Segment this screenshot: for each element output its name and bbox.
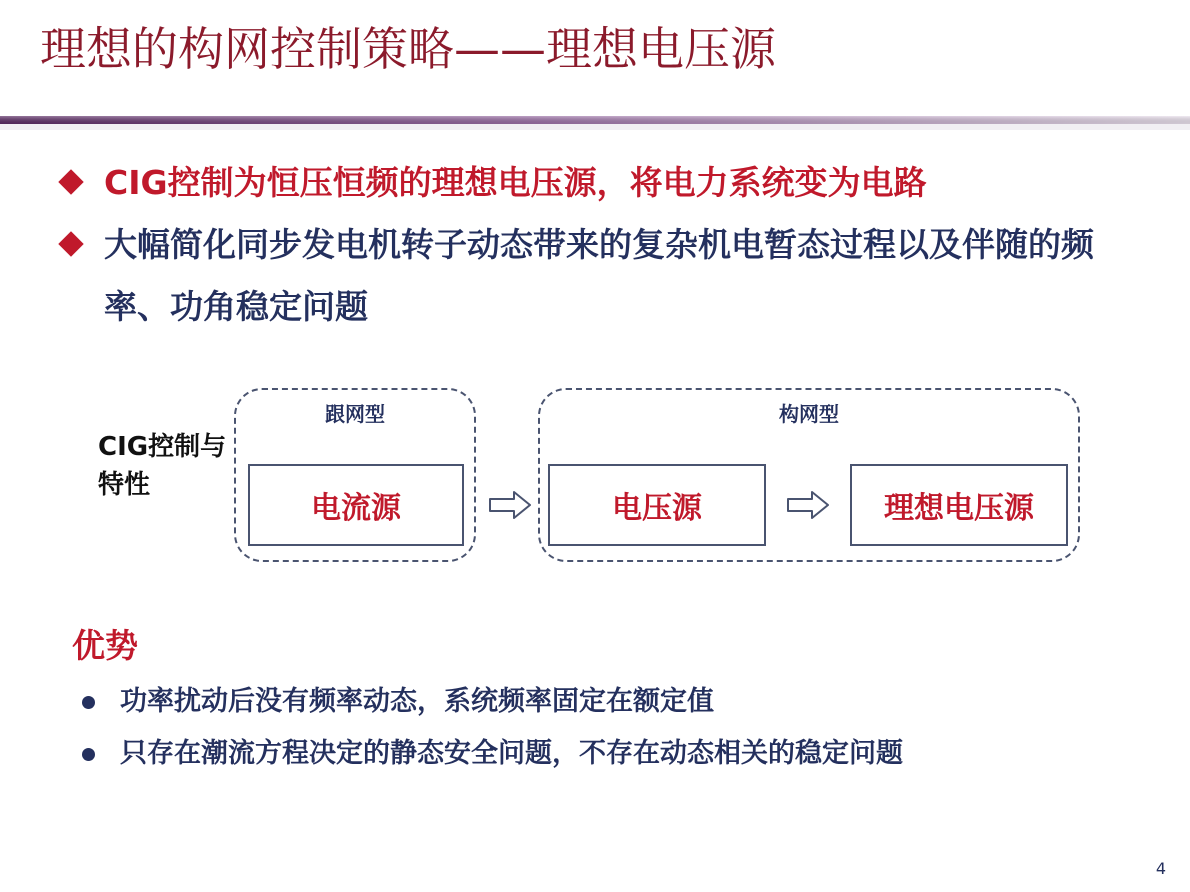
advantage-item (80, 728, 1160, 780)
bullet-text: 大幅简化同步发电机转子动态带来的复杂机电暂态过程以及伴随的频率、功角稳定问题 (104, 225, 1094, 326)
arrow-right-icon (488, 490, 532, 520)
title-divider-bar (0, 112, 1190, 134)
bullet-item (58, 152, 1158, 214)
bullet-item (58, 214, 1158, 338)
grid-forming-label: 构网型 (779, 402, 839, 426)
diamond-bullet-icon (58, 231, 83, 256)
advantage-text: 功率扰动后没有频率动态，系统频率固定在额定值 (120, 686, 714, 717)
slide-title: 理想的构网控制策略——理想电压源 (40, 22, 776, 76)
advantage-text: 只存在潮流方程决定的静态安全问题，不存在动态相关的稳定问题 (120, 738, 903, 769)
diamond-bullet-icon (58, 169, 83, 194)
voltage-source-node: 电压源 (548, 464, 766, 546)
dot-bullet-icon (82, 748, 95, 761)
diagram-side-label: CIG控制与特性 (98, 432, 227, 500)
page-number: 4 (1155, 859, 1166, 878)
current-source-node: 电流源 (248, 464, 464, 546)
arrow-right-icon (786, 490, 830, 520)
advantages-title: 优势 (72, 626, 138, 665)
main-bullets (58, 152, 1158, 338)
grid-following-label: 跟网型 (325, 402, 385, 426)
dot-bullet-icon (82, 696, 95, 709)
ideal-voltage-source-node: 理想电压源 (850, 464, 1068, 546)
advantage-item (80, 676, 1160, 728)
bullet-text: CIG控制为恒压恒频的理想电压源，将电力系统变为电路 (104, 163, 927, 202)
advantages-list (80, 676, 1160, 780)
